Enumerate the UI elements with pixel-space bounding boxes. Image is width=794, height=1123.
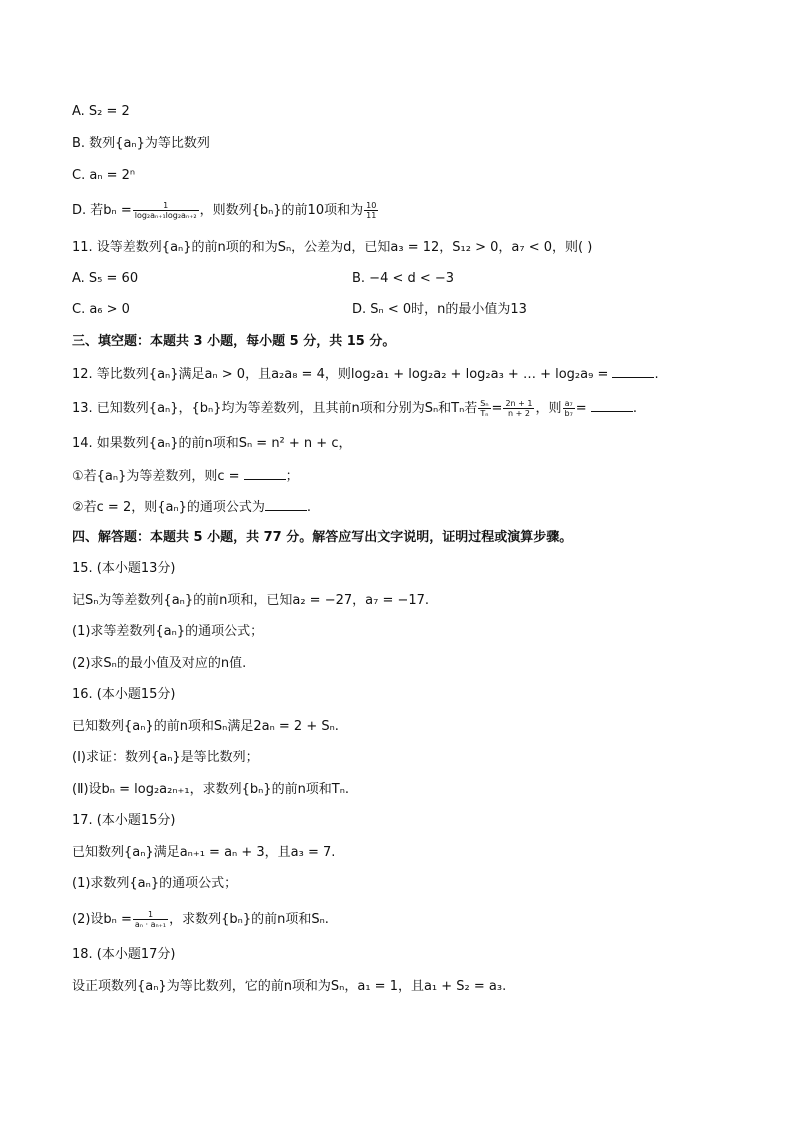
q14-part-2 — [72, 498, 311, 517]
q17-heading: 17. (本小题15分) — [72, 813, 176, 828]
q10-option-d — [72, 201, 379, 220]
q11-stem: 11. 设等差数列{aₙ}的前n项的和为Sₙ，公差为d，已知a₃ = 12，S₁₂ > 0，a₇ < 0，则( ) — [72, 240, 593, 255]
q17-p2-prefix: (2)设bₙ = — [72, 912, 132, 927]
q10-option-a: A. S₂ = 2 — [72, 104, 130, 119]
section-fill-in-heading: 三、填空题：本题共 3 小题，每小题 5 分，共 15 分。 — [72, 334, 396, 349]
q10-option-c: C. aₙ = 2ⁿ — [72, 168, 136, 183]
q13-fraction-s-t — [478, 399, 490, 418]
q14-part-1 — [72, 467, 299, 486]
q10-d-frac-den: log₂aₙ₊₁log₂aₙ₊₂ — [134, 211, 197, 220]
q15-part-2: (2)求Sₙ的最小值及对应的n值. — [72, 656, 247, 671]
q10-d-fraction — [133, 201, 199, 220]
q17-stem: 已知数列{aₙ}满足aₙ₊₁ = aₙ + 3，且a₃ = 7. — [72, 845, 336, 860]
q15-part-1: (1)求等差数列{aₙ}的通项公式； — [72, 624, 264, 639]
q12-text: 12. 等比数列{aₙ}满足aₙ > 0，且a₂a₈ = 4，则log₂a₁ + log₂a₂ + log₂a₃ + … + log₂a₉ = — [72, 367, 609, 382]
q17-p2-frac-num: 1 — [133, 910, 168, 920]
q14-p2-text: ②若c = 2，则{aₙ}的通项公式为 — [72, 500, 265, 515]
q13-f1-den: Tₙ — [480, 409, 489, 418]
q14-stem: 14. 如果数列{aₙ}的前n项和Sₙ = n² + n + c， — [72, 436, 352, 451]
q10-d-frac-num: 1 — [133, 201, 199, 211]
q13-mid: ，则 — [535, 401, 562, 416]
q13-f2-num: 2n + 1 — [505, 399, 533, 408]
q11-option-c: C. a₆ > 0 — [72, 302, 130, 317]
q13-f3-den: b₇ — [564, 409, 573, 418]
q10-d-ans-den: 11 — [366, 211, 377, 220]
q12 — [72, 365, 659, 384]
q10-option-b: B. 数列{aₙ}为等比数列 — [72, 136, 210, 151]
q14-p1-end: ； — [285, 469, 299, 484]
q16-heading: 16. (本小题15分) — [72, 687, 176, 702]
q13-f1-num: Sₙ — [480, 399, 489, 408]
q12-end: . — [654, 367, 659, 382]
q13-fraction-a-b — [563, 399, 575, 418]
q16-part-2: (Ⅱ)设bₙ = log₂a₂ₙ₊₁，求数列{bₙ}的前n项和Tₙ. — [72, 782, 350, 797]
q13-tail: = — [575, 401, 587, 416]
q11-option-d: D. Sₙ < 0时，n的最小值为13 — [352, 302, 527, 317]
q11-option-a: A. S₅ = 60 — [72, 271, 139, 286]
q17-p2-fraction — [133, 910, 168, 929]
q13-f3-num: a₇ — [563, 399, 575, 409]
q10-d-mid: ，则数列{bₙ}的前10项和为 — [199, 203, 364, 218]
q18-stem: 设正项数列{aₙ}为等比数列，它的前n项和为Sₙ，a₁ = 1，且a₁ + S₂ = a₃. — [72, 979, 507, 994]
q15-stem: 记Sₙ为等差数列{aₙ}的前n项和，已知a₂ = −27，a₇ = −17. — [72, 593, 430, 608]
q18-heading: 18. (本小题17分) — [72, 947, 176, 962]
q16-stem: 已知数列{aₙ}的前n项和Sₙ满足2aₙ = 2 + Sₙ. — [72, 719, 339, 734]
q14-p2-answer-blank[interactable] — [265, 498, 307, 511]
q13-f2-den: n + 2 — [507, 409, 530, 418]
q17-p2-tail: ，求数列{bₙ}的前n项和Sₙ. — [169, 912, 329, 927]
q14-p2-end: . — [306, 500, 312, 515]
q14-p1-answer-blank[interactable] — [244, 467, 286, 480]
q13-end: . — [632, 401, 637, 416]
q13-eq: = — [491, 401, 503, 416]
q13-fraction-ratio — [503, 399, 534, 418]
q10-d-ans-num: 10 — [366, 201, 377, 210]
q16-part-1: (Ⅰ)求证：数列{aₙ}是等比数列； — [72, 750, 259, 765]
q13-answer-blank[interactable] — [591, 399, 633, 412]
q10-d-answer-fraction — [364, 201, 378, 220]
q15-heading: 15. (本小题13分) — [72, 561, 176, 576]
q17-p2-frac-den: aₙ · aₙ₊₁ — [134, 920, 167, 929]
q17-part-1: (1)求数列{aₙ}的通项公式； — [72, 876, 238, 891]
q12-answer-blank[interactable] — [612, 365, 654, 378]
q17-part-2 — [72, 910, 329, 929]
section-solution-heading: 四、解答题：本题共 5 小题，共 77 分。解答应写出文字说明，证明过程或演算步骤。 — [72, 530, 573, 545]
q13-prefix: 13. 已知数列{aₙ}，{bₙ}均为等差数列，且其前n项和分别为Sₙ和Tₙ若 — [72, 401, 478, 416]
q14-p1-text: ①若{aₙ}为等差数列，则c = — [72, 469, 240, 484]
q13 — [72, 399, 637, 418]
q10-d-prefix: D. 若bₙ = — [72, 203, 132, 218]
q11-option-b: B. −4 < d < −3 — [352, 271, 455, 286]
